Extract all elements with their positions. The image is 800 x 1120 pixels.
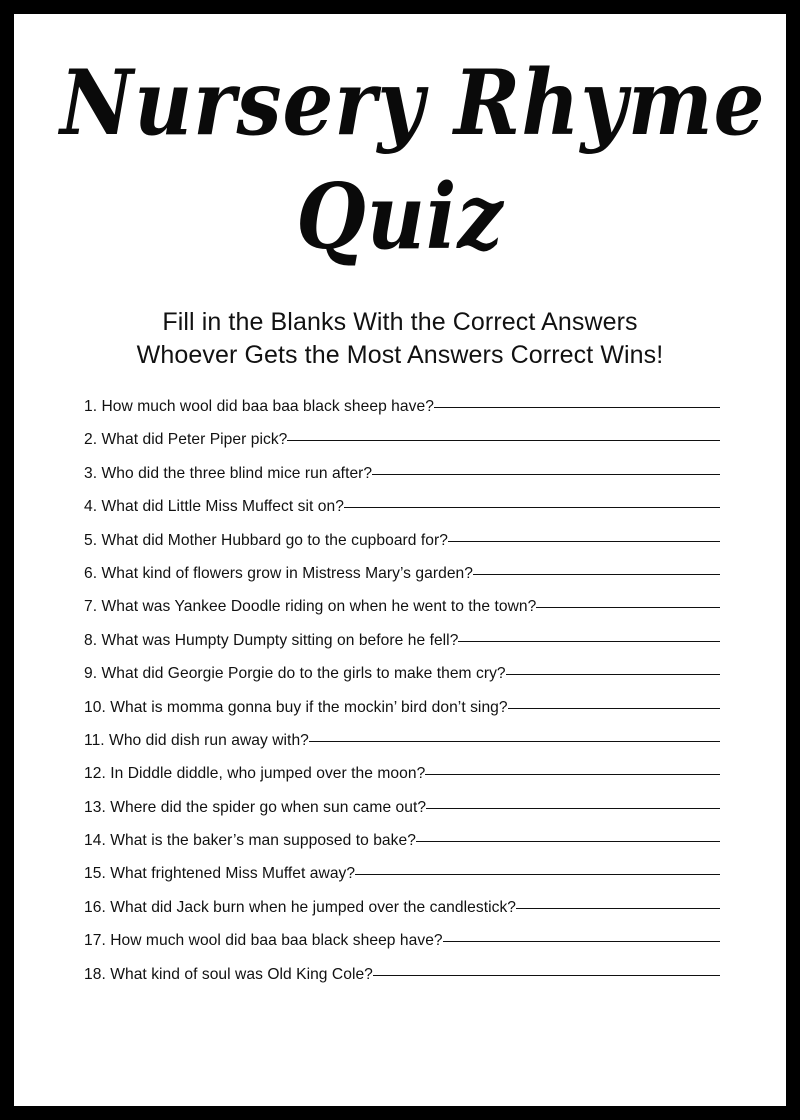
question-list bbox=[60, 398, 740, 984]
question-item bbox=[84, 498, 720, 516]
question-text: 1. How much wool did baa baa black sheep have? bbox=[84, 398, 434, 415]
question-text: 5. What did Mother Hubbard go to the cupboard for? bbox=[84, 531, 448, 549]
question-item bbox=[84, 398, 720, 416]
question-item bbox=[84, 799, 720, 817]
question-text: 12. In Diddle diddle, who jumped over the moon? bbox=[84, 765, 426, 783]
question-text: 17. How much wool did baa baa black sheep have? bbox=[84, 932, 443, 950]
answer-blank-line[interactable] bbox=[448, 541, 720, 542]
question-text: 11. Who did dish run away with? bbox=[84, 731, 309, 749]
question-item bbox=[84, 632, 720, 650]
quiz-sheet bbox=[14, 14, 786, 1106]
answer-blank-line[interactable] bbox=[536, 607, 720, 608]
answer-blank-line[interactable] bbox=[344, 507, 720, 508]
answer-blank-line[interactable] bbox=[506, 674, 720, 675]
question-item bbox=[84, 765, 720, 783]
answer-blank-line[interactable] bbox=[416, 841, 720, 842]
question-item bbox=[84, 899, 720, 917]
question-item bbox=[84, 832, 720, 850]
instructions bbox=[60, 306, 740, 372]
question-text: 4. What did Little Miss Muffect sit on? bbox=[84, 498, 344, 516]
question-item bbox=[84, 865, 720, 883]
question-item bbox=[84, 732, 720, 750]
question-item bbox=[84, 565, 720, 583]
answer-blank-line[interactable] bbox=[287, 440, 720, 441]
question-item bbox=[84, 966, 720, 984]
title-line-2: Quiz bbox=[296, 164, 504, 270]
answer-blank-line[interactable] bbox=[355, 874, 720, 875]
answer-blank-line[interactable] bbox=[473, 574, 720, 575]
question-text: 7. What was Yankee Doodle riding on when he went to the town? bbox=[84, 598, 537, 616]
question-text: 6. What kind of flowers grow in Mistress Mary’s garden? bbox=[84, 564, 473, 582]
answer-blank-line[interactable] bbox=[426, 808, 720, 809]
answer-blank-line[interactable] bbox=[309, 741, 720, 742]
answer-blank-line[interactable] bbox=[458, 641, 720, 642]
question-item bbox=[84, 465, 720, 483]
answer-blank-line[interactable] bbox=[516, 908, 720, 909]
question-item bbox=[84, 665, 720, 683]
answer-blank-line[interactable] bbox=[443, 941, 720, 942]
question-text: 8. What was Humpty Dumpty sitting on before he fell? bbox=[84, 631, 459, 649]
question-item bbox=[84, 699, 720, 717]
question-text: 16. What did Jack burn when he jumped over the candlestick? bbox=[84, 898, 517, 916]
question-text: 10. What is momma gonna buy if the mockin’ bird don’t sing? bbox=[84, 698, 508, 716]
question-text: 14. What is the baker’s man supposed to bake? bbox=[84, 832, 416, 850]
question-text: 2. What did Peter Piper pick? bbox=[84, 431, 288, 449]
instructions-line-2: Whoever Gets the Most Answers Correct Wins! bbox=[136, 341, 664, 369]
question-item bbox=[84, 598, 720, 616]
question-item bbox=[84, 532, 720, 550]
title-line-1: Nursery Rhyme bbox=[60, 50, 766, 156]
page-title bbox=[60, 50, 766, 270]
question-item bbox=[84, 932, 720, 950]
answer-blank-line[interactable] bbox=[372, 474, 720, 475]
question-text: 13. Where did the spider go when sun came out? bbox=[84, 798, 427, 816]
question-text: 18. What kind of soul was Old King Cole? bbox=[84, 965, 373, 983]
answer-blank-line[interactable] bbox=[508, 708, 720, 709]
question-text: 3. Who did the three blind mice run after? bbox=[84, 464, 373, 482]
instructions-line-1: Fill in the Blanks With the Correct Answers bbox=[162, 308, 638, 336]
question-text: 15. What frightened Miss Muffet away? bbox=[84, 865, 356, 883]
question-text: 9. What did Georgie Porgie do to the girls to make them cry? bbox=[84, 665, 506, 683]
answer-blank-line[interactable] bbox=[425, 774, 720, 775]
question-item bbox=[84, 431, 720, 449]
answer-blank-line[interactable] bbox=[373, 975, 720, 976]
answer-blank-line[interactable] bbox=[434, 407, 720, 408]
